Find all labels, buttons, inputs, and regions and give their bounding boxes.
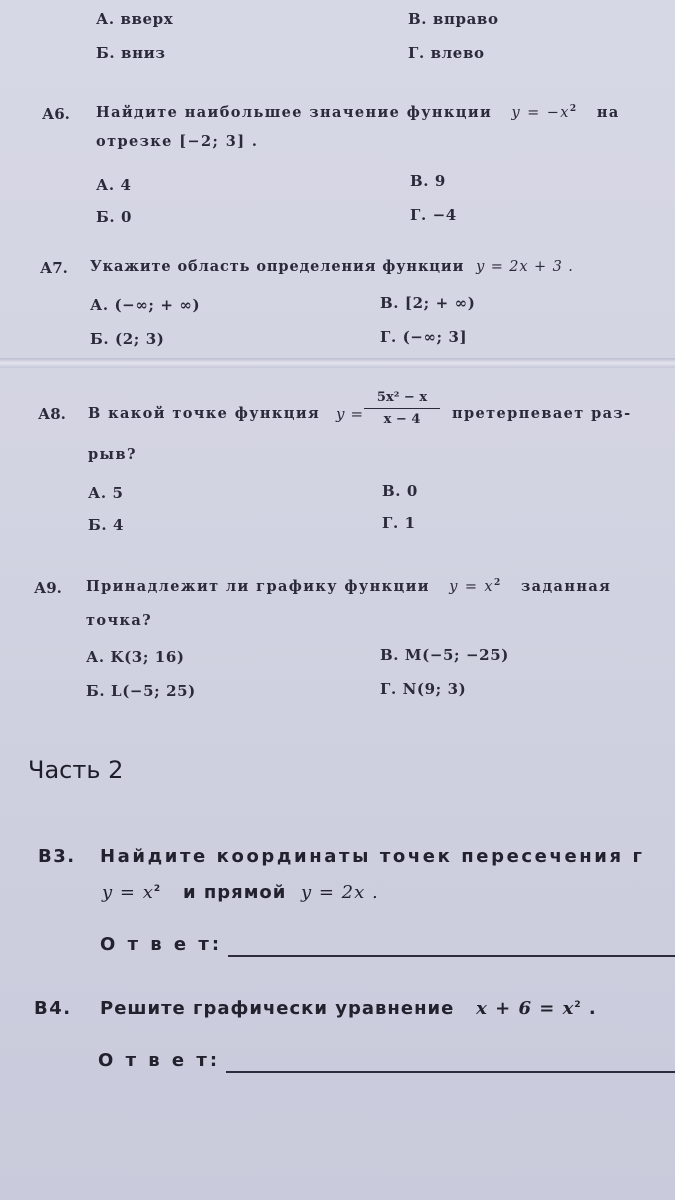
a6-formula: y = −x (511, 105, 570, 121)
b3-parabola: y = x (102, 882, 154, 903)
a8-denominator: x − 4 (383, 412, 421, 427)
a8-option-c: В. 0 (382, 482, 418, 500)
a6-option-b: Б. 0 (96, 208, 133, 226)
a6-text-line1: Найдите наибольшее значение функции $y = -x^2$ на (96, 104, 620, 121)
b3-answer-line[interactable] (228, 955, 675, 957)
a9-option-d: Г. N(9; 3) (380, 680, 467, 698)
a8-text-line1-post: претерпевает раз- (452, 405, 632, 422)
paper-fold (0, 358, 675, 368)
a6-number: А6. (42, 105, 70, 123)
a8-fraction (364, 390, 440, 427)
b3-number: В3. (38, 846, 76, 867)
a7-option-d: Г. (−∞; 3] (380, 328, 468, 346)
a7-option-b: Б. (2; 3) (90, 330, 165, 348)
b3-text-line2: $y = x^2$ и прямой y = 2x . (102, 882, 379, 903)
a8-number: А8. (38, 405, 66, 423)
a8-option-a: А. 5 (88, 484, 124, 502)
a6-option-a: А. 4 (96, 176, 132, 194)
a9-option-b: Б. L(−5; 25) (86, 682, 196, 700)
b3-line: y = 2x . (300, 882, 379, 903)
b4-answer-label: О т в е т: (98, 1050, 221, 1071)
a7-option-a: А. (−∞; + ∞) (90, 296, 201, 314)
a6-option-d: Г. −4 (410, 206, 457, 224)
b4-formula: x + 6 = x (476, 998, 575, 1019)
a5-option-a: А. вверх (96, 10, 174, 28)
a7-formula: y = 2x + 3 . (476, 259, 574, 275)
a8-option-d: Г. 1 (382, 514, 416, 532)
b4-text: Решите графически уравнение $x + 6 = x^2$ . (100, 998, 597, 1019)
b4-answer-line[interactable] (226, 1071, 675, 1073)
b4-number: В4. (34, 998, 72, 1019)
a6-text-line2: отрезке [−2; 3] . (96, 133, 259, 150)
a9-text-line2: точка? (86, 612, 153, 629)
a5-option-d: Г. влево (408, 44, 485, 62)
b3-answer-label: О т в е т: (100, 934, 223, 955)
a9-option-c: В. M(−5; −25) (380, 646, 509, 664)
a8-text-line2: рыв? (88, 446, 137, 463)
a8-y-eq: y = (336, 405, 364, 423)
a7-option-c: В. [2; + ∞) (380, 294, 476, 312)
a9-text-line1: Принадлежит ли графику функции $y = x^2$ заданная (86, 578, 612, 595)
fraction-bar (364, 408, 440, 409)
a6-option-c: В. 9 (410, 172, 446, 190)
a9-number: А9. (34, 579, 62, 597)
a8-numerator: 5x² − x (376, 390, 428, 405)
a5-option-b: Б. вниз (96, 44, 166, 62)
a7-number: А7. (40, 259, 68, 277)
a9-option-a: А. K(3; 16) (86, 648, 185, 666)
b3-text-line1: Найдите координаты точек пересечения г (100, 846, 645, 867)
a8-text-line1-pre: В какой точке функция (88, 405, 321, 422)
a9-formula: y = x (449, 579, 494, 595)
a7-text: Укажите область определения функции y = 2x + 3 . (90, 258, 574, 275)
part2-heading: Часть 2 (28, 756, 124, 784)
a8-option-b: Б. 4 (88, 516, 125, 534)
a5-option-c: В. вправо (408, 10, 499, 28)
